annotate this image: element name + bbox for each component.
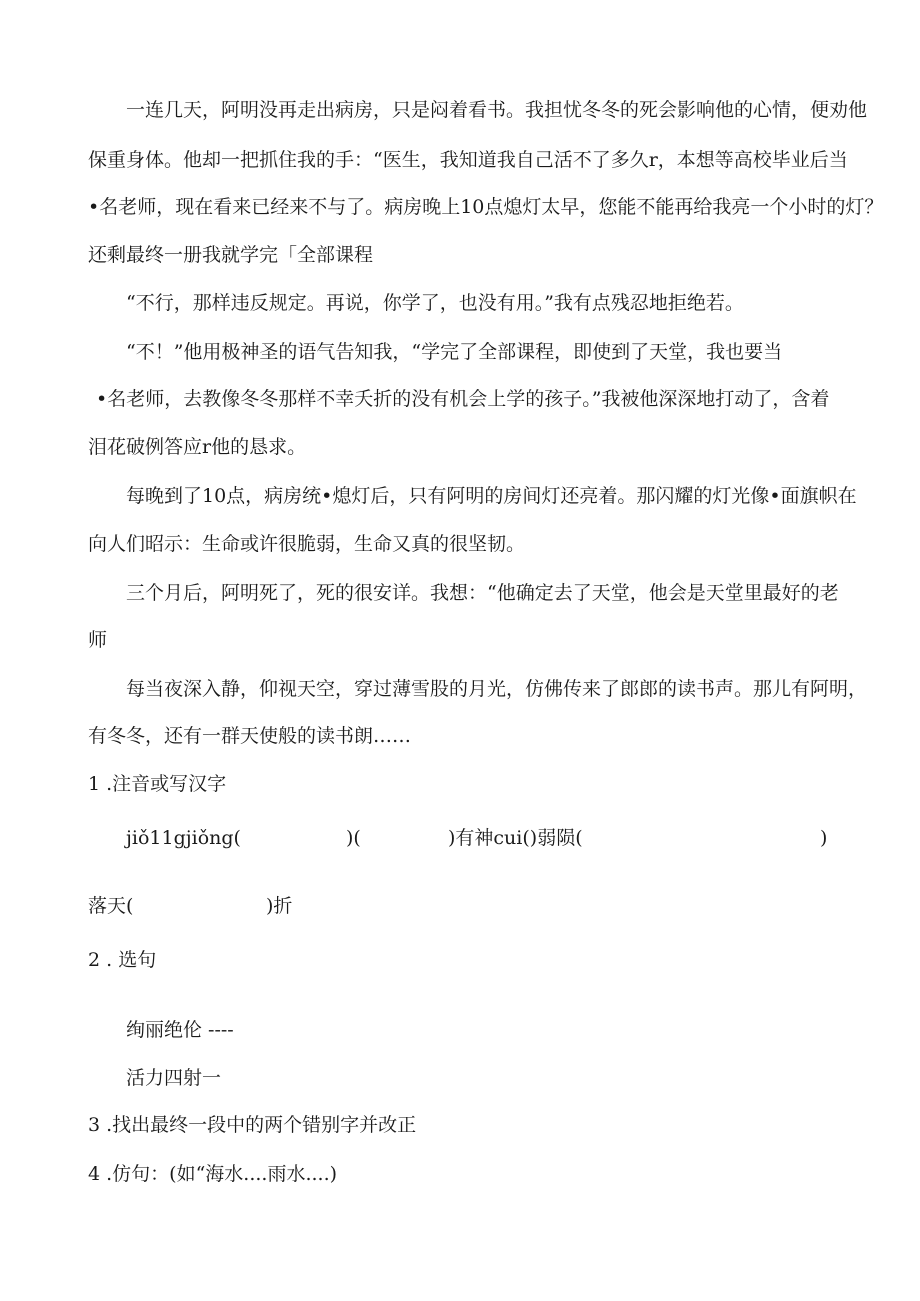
q1-pinyin-jiongjiong: jiǒ11gjiǒng( — [126, 827, 241, 849]
passage-line: 一连几天，阿明没再走出病房，只是闷着看书。我担忧冬冬的死会影响他的心情，便劝他 — [126, 99, 868, 121]
question-1-label: 1 .注音或写汉字 — [88, 773, 227, 795]
question-3-label: 3 .找出最终一段中的两个错别字并改正 — [88, 1114, 417, 1136]
passage-line: “不行，那样违反规定。再说，你学了，也没有用。”我有点残忍地拒绝若。 — [126, 292, 744, 314]
question-4-label: 4 .仿句：(如“海水....雨水....) — [88, 1163, 338, 1185]
passage-line: 每当夜深入静，仰视天空，穿过薄雪股的月光，仿佛传来了郎郎的读书声。那儿有阿明， — [126, 678, 868, 700]
passage-line: 有冬冬，还有一群天使般的读书朗…… — [88, 725, 412, 747]
q1-yaotian-close: )折 — [266, 895, 293, 917]
passage-line: 还剩最终一册我就学完「全部课程 — [88, 244, 374, 266]
passage-line: •名老师，去教像冬冬那样不幸夭折的没有机会上学的孩子。”我被他深深地打动了，含着 — [96, 388, 830, 410]
passage-line: 三个月后，阿明死了，死的很安详。我想：“他确定去了天堂，他会是天堂里最好的老 — [126, 582, 839, 604]
passage-line: 保重身体。他却一把抓住我的手：“医生，我知道我自己活不了多久r，本想等高校毕业后当 — [88, 149, 848, 171]
passage-line: 每晚到了10点，病房统•熄灯后，只有阿明的房间灯还亮着。那闪耀的灯光像•面旗帜在 — [126, 485, 857, 507]
q2-item-xuanli: 绚丽绝伦 ---- — [126, 1019, 234, 1041]
q1-close-paren: ) — [820, 827, 828, 849]
question-2-label: 2 . 选句 — [88, 949, 157, 971]
passage-line: 师 — [88, 629, 108, 651]
passage-line: 向人们昭示：生命或许很脆弱，生命又真的很坚韧。 — [88, 533, 526, 555]
q1-youshen-cui: )有神cui()弱陨( — [448, 827, 583, 849]
passage-line: •名老师，现在看来已经来不与了。病房晚上10点熄灯太早，您能不能再给我亮一个小时的灯？ — [88, 196, 884, 218]
passage-line: “不！”他用极神圣的语气告知我，“学完了全部课程，即使到了天堂，我也要当 — [126, 341, 783, 363]
q1-yaotian-open: 落天( — [88, 895, 134, 917]
q2-item-huoli: 活力四射一 — [126, 1067, 222, 1089]
q1-blank-separator: )( — [346, 827, 361, 849]
passage-line: 泪花破例答应r他的恳求。 — [88, 436, 307, 458]
